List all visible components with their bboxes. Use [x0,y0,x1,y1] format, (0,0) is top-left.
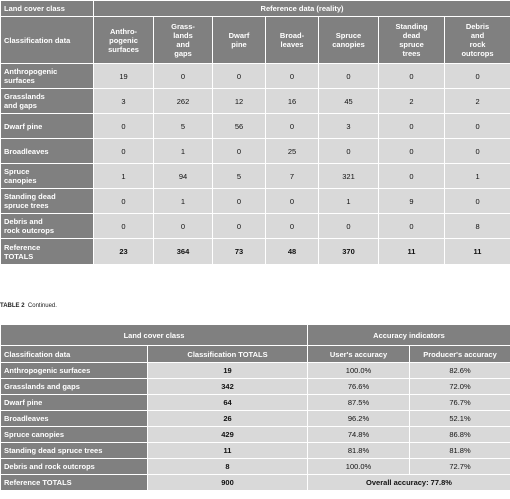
row-label: Spruce canopies [1,164,94,189]
total-cell: 370 [319,239,379,265]
matrix-cell: 2 [445,89,510,114]
row-label: Standing dead spruce trees [1,189,94,214]
matrix-cell: 7 [266,164,319,189]
matrix-cell: 0 [445,114,510,139]
producers-accuracy: 86.8% [410,427,510,443]
matrix-cell: 2 [379,89,445,114]
column-header: Anthro- pogenic surfaces [94,17,154,64]
matrix-cell: 0 [319,214,379,239]
column-header: Spruce canopies [319,17,379,64]
producers-accuracy: 72.0% [410,379,510,395]
total-cell: 364 [154,239,213,265]
accuracy-row [1,411,510,427]
matrix-cell: 0 [319,64,379,89]
matrix-cell: 1 [319,189,379,214]
classification-total: 64 [148,395,308,411]
accuracy-row [1,395,510,411]
total-cell: 11 [379,239,445,265]
users-accuracy: 100.0% [308,363,410,379]
total-cell: 73 [213,239,266,265]
matrix-cell: 0 [213,64,266,89]
matrix-cell: 9 [379,189,445,214]
classification-totals-header: Classification TOTALS [148,346,308,363]
row-label: Grasslands and gaps [1,89,94,114]
reference-group-label: Reference data (reality) [94,1,510,17]
class-name: Debris and rock outcrops [1,459,148,475]
total-cell: 23 [94,239,154,265]
table-row [1,214,510,239]
matrix-cell: 0 [445,139,510,164]
totals-row [1,239,510,265]
column-header: Standing dead spruce trees [379,17,445,64]
table-row [1,114,510,139]
matrix-cell: 12 [213,89,266,114]
matrix-cell: 0 [379,164,445,189]
class-name: Grasslands and gaps [1,379,148,395]
producers-accuracy-header: Producer's accuracy [410,346,510,363]
matrix-cell: 0 [266,189,319,214]
classification-total: 19 [148,363,308,379]
row-label: Broadleaves [1,139,94,164]
matrix-cell: 25 [266,139,319,164]
matrix-cell: 1 [94,164,154,189]
matrix-cell: 0 [445,64,510,89]
matrix-cell: 1 [154,139,213,164]
matrix-cell: 321 [319,164,379,189]
matrix-cell: 0 [266,214,319,239]
matrix-cell: 0 [379,214,445,239]
table-row [1,139,510,164]
accuracy-row [1,363,510,379]
matrix-cell: 0 [154,64,213,89]
total-cell: 48 [266,239,319,265]
matrix-cell: 0 [94,139,154,164]
users-accuracy: 76.6% [308,379,410,395]
matrix-cell: 56 [213,114,266,139]
class-name: Broadleaves [1,411,148,427]
users-accuracy: 96.2% [308,411,410,427]
matrix-cell: 0 [379,64,445,89]
matrix-cell: 8 [445,214,510,239]
table-row [1,164,510,189]
matrix-cell: 0 [154,214,213,239]
matrix-cell: 0 [319,139,379,164]
producers-accuracy: 76.7% [410,395,510,411]
users-accuracy-header: User's accuracy [308,346,410,363]
matrix-cell: 262 [154,89,213,114]
classification-total: 8 [148,459,308,475]
table-row [1,189,510,214]
column-header: Grass- lands and gaps [154,17,213,64]
class-name: Dwarf pine [1,395,148,411]
users-accuracy: 81.8% [308,443,410,459]
matrix-cell: 0 [379,139,445,164]
column-header: Debris and rock outcrops [445,17,510,64]
producers-accuracy: 52.1% [410,411,510,427]
matrix-cell: 0 [266,64,319,89]
class-name: Anthropogenic surfaces [1,363,148,379]
matrix-cell: 1 [445,164,510,189]
classification-total: 342 [148,379,308,395]
classification-total: 26 [148,411,308,427]
totals-label: Reference TOTALS [1,239,94,265]
total-cell: 11 [445,239,510,265]
classification-data-header: Classification data [1,346,148,363]
reference-totals-value: 900 [148,475,308,491]
column-header: Dwarf pine [213,17,266,64]
table-row [1,89,510,114]
producers-accuracy: 82.6% [410,363,510,379]
matrix-cell: 3 [94,89,154,114]
reference-totals-label: Reference TOTALS [1,475,148,491]
users-accuracy: 87.5% [308,395,410,411]
producers-accuracy: 81.8% [410,443,510,459]
corner-label: Land cover class [1,1,94,17]
classification-total: 429 [148,427,308,443]
users-accuracy: 74.8% [308,427,410,443]
matrix-cell: 0 [94,214,154,239]
classification-total: 11 [148,443,308,459]
reference-totals-row [1,475,510,491]
class-name: Spruce canopies [1,427,148,443]
table-row [1,64,510,89]
matrix-cell: 0 [213,139,266,164]
matrix-cell: 0 [266,114,319,139]
column-header: Broad- leaves [266,17,319,64]
matrix-cell: 19 [94,64,154,89]
matrix-cell: 0 [379,114,445,139]
accuracy-row [1,443,510,459]
matrix-cell: 5 [213,164,266,189]
accuracy-row [1,427,510,443]
matrix-cell: 5 [154,114,213,139]
row-label: Debris and rock outcrops [1,214,94,239]
row-label: Dwarf pine [1,114,94,139]
matrix-cell: 3 [319,114,379,139]
matrix-cell: 0 [445,189,510,214]
row-label: Anthropogenic surfaces [1,64,94,89]
matrix-cell: 94 [154,164,213,189]
table-caption: TABLE 2 Continued. [0,303,57,309]
accuracy-row [1,459,510,475]
matrix-cell: 0 [94,189,154,214]
accuracy-row [1,379,510,395]
matrix-cell: 45 [319,89,379,114]
accuracy-group-label: Accuracy indicators [308,325,510,346]
matrix-cell: 0 [213,214,266,239]
matrix-cell: 0 [213,189,266,214]
overall-accuracy: Overall accuracy: 77.8% [308,475,510,491]
matrix-cell: 0 [94,114,154,139]
producers-accuracy: 72.7% [410,459,510,475]
class-name: Standing dead spruce trees [1,443,148,459]
matrix-cell: 1 [154,189,213,214]
accuracy-table [0,324,510,491]
corner-label-2: Land cover class [1,325,308,346]
users-accuracy: 100.0% [308,459,410,475]
classification-data-label: Classification data [1,17,94,64]
matrix-cell: 16 [266,89,319,114]
